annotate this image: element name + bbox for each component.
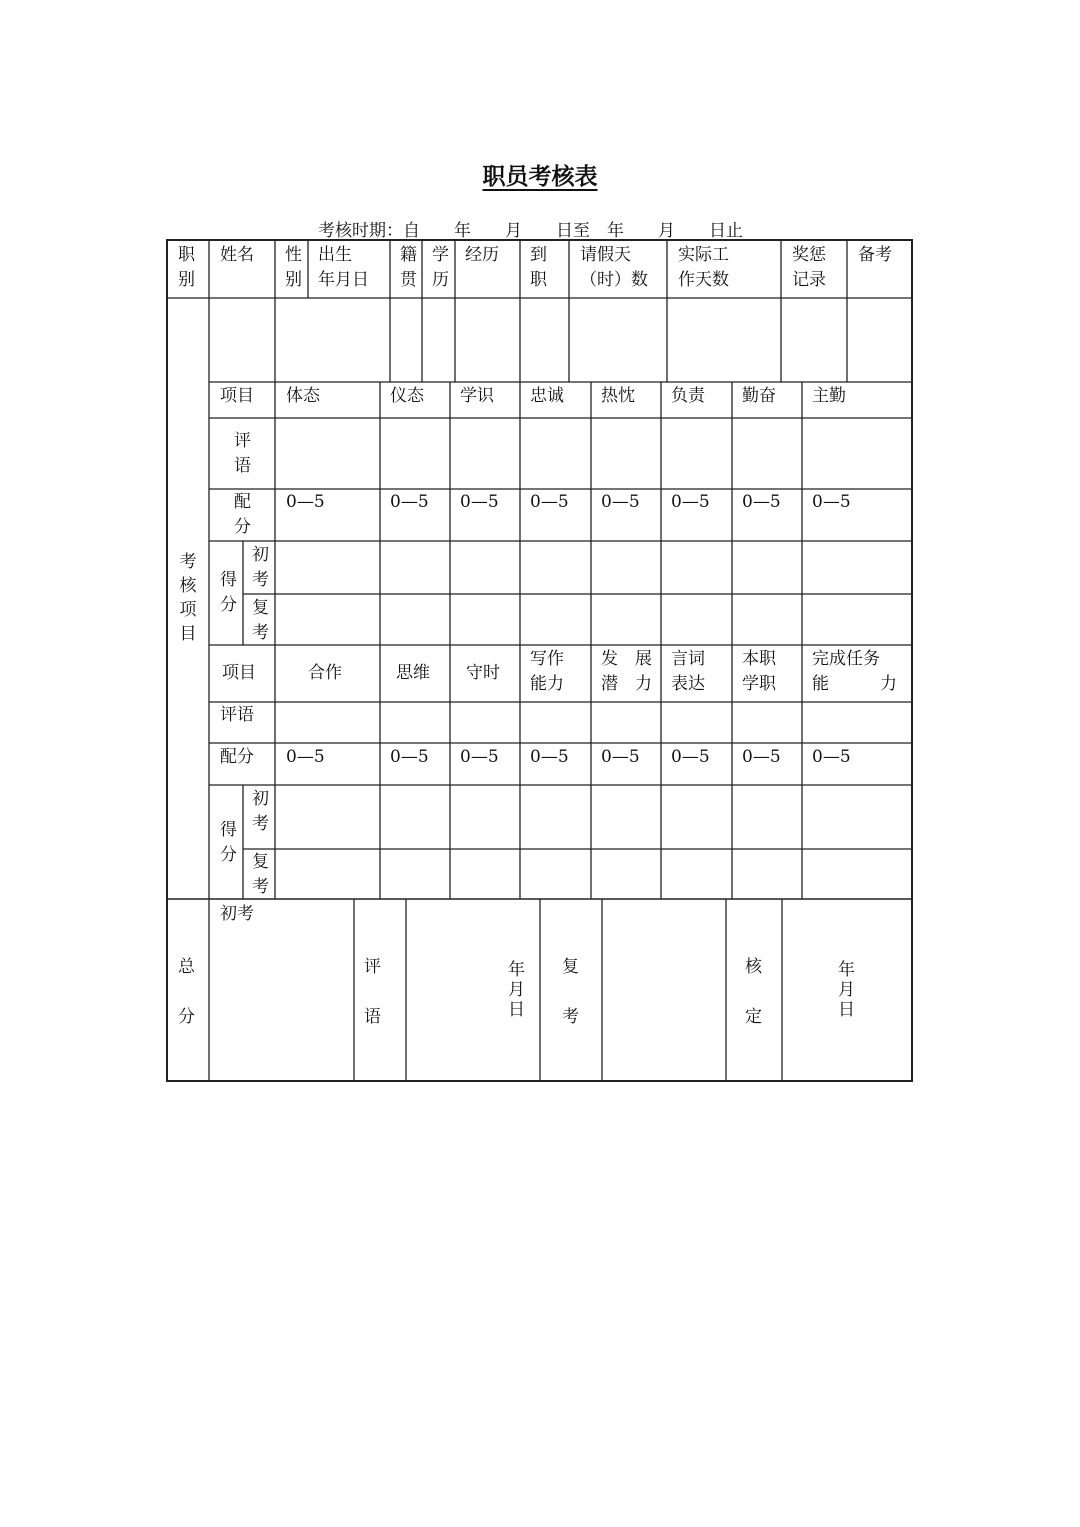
section2-first-label: 初 考 <box>252 789 269 834</box>
section2-item: 发 展 潜 力 <box>601 649 652 694</box>
section1-item: 学识 <box>460 386 494 406</box>
section1-item: 勤奋 <box>742 386 776 406</box>
assessment-period: 考核时期：自 年 月 日至 年 月 日止 <box>318 221 743 241</box>
header-name: 姓名 <box>220 245 254 265</box>
section2-score-label: 得 分 <box>220 820 237 865</box>
section2-points: 0—5 <box>286 747 325 767</box>
header-position: 职 别 <box>178 245 195 290</box>
header-leave-days: 请假天 （时）数 <box>580 245 648 290</box>
section1-points: 0—5 <box>671 492 710 512</box>
section2-item: 写作 能力 <box>530 649 564 694</box>
section2-points: 0—5 <box>460 747 499 767</box>
total-second-label: 复 考 <box>562 957 579 1027</box>
section2-item: 本职 学职 <box>742 649 776 694</box>
total-approve-label: 核 定 <box>745 957 762 1027</box>
side-label: 考核项目 <box>179 552 197 644</box>
section1-item: 体态 <box>286 386 320 406</box>
header-birth: 出生 年月日 <box>318 245 369 290</box>
section1-points: 0—5 <box>460 492 499 512</box>
section2-item: 言词 表达 <box>671 649 705 694</box>
section2-second-label: 复 考 <box>252 852 269 897</box>
section1-item-label: 项目 <box>220 386 254 406</box>
header-arrival: 到 职 <box>530 245 547 290</box>
section2-points: 0—5 <box>742 747 781 767</box>
section1-item: 仪态 <box>390 386 424 406</box>
form-title: 职员考核表 <box>482 164 598 190</box>
section1-item: 忠诚 <box>530 386 564 406</box>
section1-item: 负责 <box>671 386 705 406</box>
section1-score-label: 得 分 <box>220 570 237 615</box>
section2-points: 0—5 <box>671 747 710 767</box>
header-remarks: 备考 <box>858 245 892 265</box>
section1-first-label: 初 考 <box>252 545 269 590</box>
section1-points: 0—5 <box>742 492 781 512</box>
section1-points: 0—5 <box>390 492 429 512</box>
section1-comment-label: 评 语 <box>234 431 251 476</box>
total-date-2: 年 月 日 <box>838 960 855 1020</box>
header-experience: 经历 <box>465 245 499 265</box>
total-comment-label: 评 语 <box>364 957 381 1027</box>
section2-points-label: 配分 <box>220 747 254 767</box>
header-gender: 性 别 <box>285 245 302 290</box>
section1-points-label: 配 分 <box>234 492 251 537</box>
section2-points: 0—5 <box>530 747 569 767</box>
header-native: 籍 贯 <box>400 245 417 290</box>
total-date-1: 年 月 日 <box>508 960 525 1020</box>
section1-points: 0—5 <box>286 492 325 512</box>
section2-points: 0—5 <box>601 747 640 767</box>
section2-points: 0—5 <box>390 747 429 767</box>
total-first-label: 初考 <box>220 904 254 924</box>
section2-comment-label: 评语 <box>220 705 254 725</box>
section2-item: 思维 <box>396 663 430 683</box>
section2-item-label: 项目 <box>222 663 256 683</box>
section1-points: 0—5 <box>601 492 640 512</box>
header-education: 学 历 <box>432 245 449 290</box>
section2-points: 0—5 <box>812 747 851 767</box>
section1-second-label: 复 考 <box>252 598 269 643</box>
section1-item: 热忱 <box>601 386 635 406</box>
total-label: 总 分 <box>178 957 195 1027</box>
section2-item: 完成任务 能 力 <box>812 649 897 694</box>
header-rewards: 奖惩 记录 <box>792 245 826 290</box>
section1-item: 主勤 <box>812 386 846 406</box>
section2-item: 守时 <box>466 663 500 683</box>
section2-item: 合作 <box>308 663 342 683</box>
header-work-days: 实际工 作天数 <box>678 245 729 290</box>
section1-points: 0—5 <box>812 492 851 512</box>
section1-points: 0—5 <box>530 492 569 512</box>
